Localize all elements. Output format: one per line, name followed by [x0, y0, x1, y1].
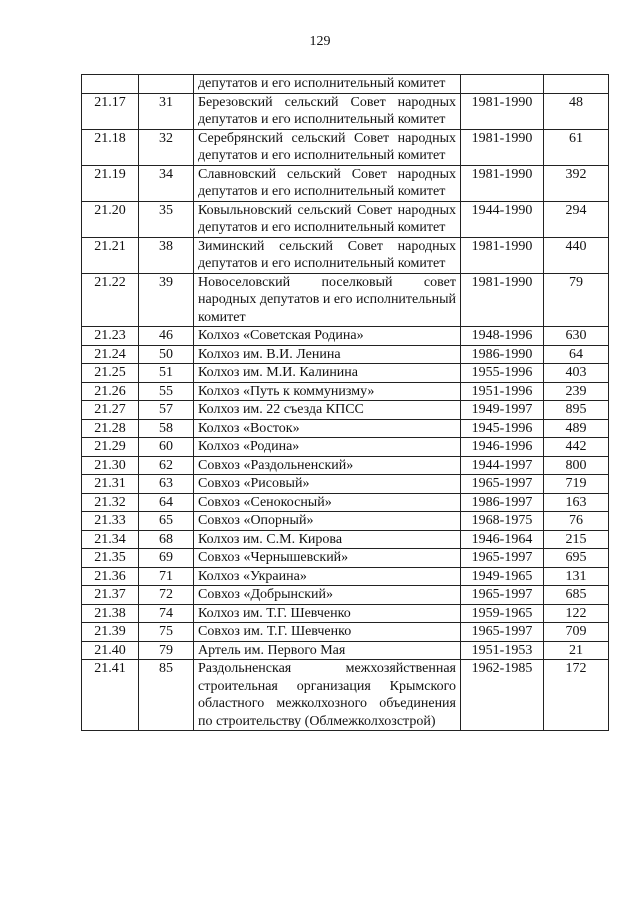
inventory-number-cell: 79 [139, 641, 194, 660]
inventory-number-cell: 72 [139, 586, 194, 605]
fund-name-cell: Колхоз им. М.И. Калинина [194, 364, 461, 383]
row-number-cell: 21.32 [82, 493, 139, 512]
inventory-number-cell: 50 [139, 345, 194, 364]
inventory-number-cell: 32 [139, 129, 194, 165]
inventory-number-cell: 63 [139, 475, 194, 494]
count-cell: 695 [544, 549, 609, 568]
years-cell: 1955-1996 [461, 364, 544, 383]
fund-name-cell: Совхоз им. Т.Г. Шевченко [194, 623, 461, 642]
count-cell: 21 [544, 641, 609, 660]
inventory-number-cell: 65 [139, 512, 194, 531]
years-cell: 1965-1997 [461, 475, 544, 494]
inventory-number-cell: 71 [139, 567, 194, 586]
fund-name-cell: Новоселовский поселковый совет народных депутатов и его исполнительный комитет [194, 273, 461, 327]
years-cell: 1981-1990 [461, 165, 544, 201]
table-row [82, 623, 609, 642]
row-number-cell: 21.17 [82, 93, 139, 129]
years-cell: 1949-1965 [461, 567, 544, 586]
fund-name-cell: Совхоз «Раздольненский» [194, 456, 461, 475]
years-cell: 1968-1975 [461, 512, 544, 531]
fund-name-cell: Колхоз «Родина» [194, 438, 461, 457]
fund-name-cell: Колхоз им. В.И. Ленина [194, 345, 461, 364]
table-row [82, 237, 609, 273]
count-cell: 895 [544, 401, 609, 420]
count-cell: 800 [544, 456, 609, 475]
table-row [82, 493, 609, 512]
inventory-number-cell: 74 [139, 604, 194, 623]
count-cell: 392 [544, 165, 609, 201]
table-row [82, 75, 609, 94]
years-cell: 1986-1997 [461, 493, 544, 512]
years-cell: 1951-1996 [461, 382, 544, 401]
table-row [82, 586, 609, 605]
table-row [82, 364, 609, 383]
inventory-number-cell: 58 [139, 419, 194, 438]
fund-name-cell: Колхоз «Советская Родина» [194, 327, 461, 346]
years-cell: 1951-1953 [461, 641, 544, 660]
row-number-cell: 21.29 [82, 438, 139, 457]
years-cell: 1946-1996 [461, 438, 544, 457]
count-cell: 172 [544, 660, 609, 731]
fund-name-cell: Колхоз «Украина» [194, 567, 461, 586]
years-cell: 1962-1985 [461, 660, 544, 731]
row-number-cell: 21.24 [82, 345, 139, 364]
table-row [82, 549, 609, 568]
table-row [82, 201, 609, 237]
fund-name-cell: Артель им. Первого Мая [194, 641, 461, 660]
row-number-cell: 21.26 [82, 382, 139, 401]
table-row [82, 530, 609, 549]
years-cell: 1959-1965 [461, 604, 544, 623]
count-cell: 61 [544, 129, 609, 165]
fund-name-cell: Славновский сельский Совет народных депутатов и его исполнительный комитет [194, 165, 461, 201]
fund-name-cell: Зиминский сельский Совет народных депутатов и его исполнительный комитет [194, 237, 461, 273]
row-number-cell [82, 75, 139, 94]
row-number-cell: 21.27 [82, 401, 139, 420]
row-number-cell: 21.36 [82, 567, 139, 586]
row-number-cell: 21.21 [82, 237, 139, 273]
table-body [82, 75, 609, 731]
inventory-number-cell: 46 [139, 327, 194, 346]
table-row [82, 129, 609, 165]
years-cell: 1946-1964 [461, 530, 544, 549]
fund-name-cell: Колхоз «Восток» [194, 419, 461, 438]
table-row [82, 327, 609, 346]
table-row [82, 93, 609, 129]
count-cell: 294 [544, 201, 609, 237]
row-number-cell: 21.25 [82, 364, 139, 383]
row-number-cell: 21.35 [82, 549, 139, 568]
count-cell: 630 [544, 327, 609, 346]
row-number-cell: 21.34 [82, 530, 139, 549]
years-cell: 1981-1990 [461, 273, 544, 327]
count-cell: 442 [544, 438, 609, 457]
count-cell: 685 [544, 586, 609, 605]
table-row [82, 382, 609, 401]
inventory-number-cell: 64 [139, 493, 194, 512]
years-cell: 1944-1990 [461, 201, 544, 237]
row-number-cell: 21.33 [82, 512, 139, 531]
inventory-number-cell: 31 [139, 93, 194, 129]
count-cell: 163 [544, 493, 609, 512]
fund-name-cell: депутатов и его исполнительный комитет [194, 75, 461, 94]
fund-name-cell: Серебрянский сельский Совет народных депутатов и его исполнительный комитет [194, 129, 461, 165]
inventory-number-cell: 75 [139, 623, 194, 642]
fund-name-cell: Ковыльновский сельский Совет народных депутатов и его исполнительный комитет [194, 201, 461, 237]
page-number: 129 [309, 34, 331, 49]
inventory-number-cell: 55 [139, 382, 194, 401]
fund-name-cell: Совхоз «Опорный» [194, 512, 461, 531]
row-number-cell: 21.19 [82, 165, 139, 201]
count-cell: 48 [544, 93, 609, 129]
row-number-cell: 21.38 [82, 604, 139, 623]
inventory-number-cell: 35 [139, 201, 194, 237]
inventory-number-cell: 85 [139, 660, 194, 731]
row-number-cell: 21.39 [82, 623, 139, 642]
row-number-cell: 21.22 [82, 273, 139, 327]
count-cell: 709 [544, 623, 609, 642]
count-cell: 215 [544, 530, 609, 549]
inventory-number-cell: 39 [139, 273, 194, 327]
fund-name-cell: Раздольненская межхозяйственная строительная организация Крымского областного межколхозного объединения по строительству (Облмежколхозстрой) [194, 660, 461, 731]
years-cell: 1965-1997 [461, 623, 544, 642]
count-cell: 122 [544, 604, 609, 623]
fund-name-cell: Березовский сельский Совет народных депутатов и его исполнительный комитет [194, 93, 461, 129]
table-row [82, 567, 609, 586]
inventory-number-cell: 68 [139, 530, 194, 549]
table-row [82, 456, 609, 475]
row-number-cell: 21.23 [82, 327, 139, 346]
years-cell: 1965-1997 [461, 586, 544, 605]
table-row [82, 165, 609, 201]
count-cell: 79 [544, 273, 609, 327]
row-number-cell: 21.37 [82, 586, 139, 605]
count-cell: 489 [544, 419, 609, 438]
fund-name-cell: Совхоз «Рисовый» [194, 475, 461, 494]
table-row [82, 660, 609, 731]
row-number-cell: 21.41 [82, 660, 139, 731]
inventory-number-cell [139, 75, 194, 94]
years-cell: 1981-1990 [461, 237, 544, 273]
inventory-number-cell: 34 [139, 165, 194, 201]
inventory-number-cell: 60 [139, 438, 194, 457]
fund-name-cell: Колхоз им. 22 съезда КПСС [194, 401, 461, 420]
table-row [82, 345, 609, 364]
inventory-number-cell: 69 [139, 549, 194, 568]
fund-name-cell: Колхоз им. Т.Г. Шевченко [194, 604, 461, 623]
inventory-number-cell: 51 [139, 364, 194, 383]
table-row [82, 419, 609, 438]
row-number-cell: 21.28 [82, 419, 139, 438]
inventory-number-cell: 57 [139, 401, 194, 420]
inventory-number-cell: 62 [139, 456, 194, 475]
table-row [82, 273, 609, 327]
row-number-cell: 21.31 [82, 475, 139, 494]
row-number-cell: 21.20 [82, 201, 139, 237]
count-cell: 239 [544, 382, 609, 401]
years-cell: 1945-1996 [461, 419, 544, 438]
table-row [82, 512, 609, 531]
fund-name-cell: Колхоз «Путь к коммунизму» [194, 382, 461, 401]
count-cell: 131 [544, 567, 609, 586]
years-cell: 1949-1997 [461, 401, 544, 420]
table-row [82, 438, 609, 457]
fund-name-cell: Колхоз им. С.М. Кирова [194, 530, 461, 549]
count-cell [544, 75, 609, 94]
table-row [82, 604, 609, 623]
fund-name-cell: Совхоз «Сенокосный» [194, 493, 461, 512]
table-row [82, 401, 609, 420]
years-cell: 1981-1990 [461, 129, 544, 165]
fund-name-cell: Совхоз «Добрынский» [194, 586, 461, 605]
years-cell: 1948-1996 [461, 327, 544, 346]
years-cell: 1986-1990 [461, 345, 544, 364]
inventory-number-cell: 38 [139, 237, 194, 273]
row-number-cell: 21.18 [82, 129, 139, 165]
years-cell: 1965-1997 [461, 549, 544, 568]
fund-inventory-table [81, 74, 609, 731]
count-cell: 719 [544, 475, 609, 494]
row-number-cell: 21.40 [82, 641, 139, 660]
count-cell: 403 [544, 364, 609, 383]
table-row [82, 641, 609, 660]
count-cell: 440 [544, 237, 609, 273]
table-row [82, 475, 609, 494]
count-cell: 64 [544, 345, 609, 364]
years-cell [461, 75, 544, 94]
years-cell: 1944-1997 [461, 456, 544, 475]
row-number-cell: 21.30 [82, 456, 139, 475]
fund-name-cell: Совхоз «Чернышевский» [194, 549, 461, 568]
count-cell: 76 [544, 512, 609, 531]
years-cell: 1981-1990 [461, 93, 544, 129]
